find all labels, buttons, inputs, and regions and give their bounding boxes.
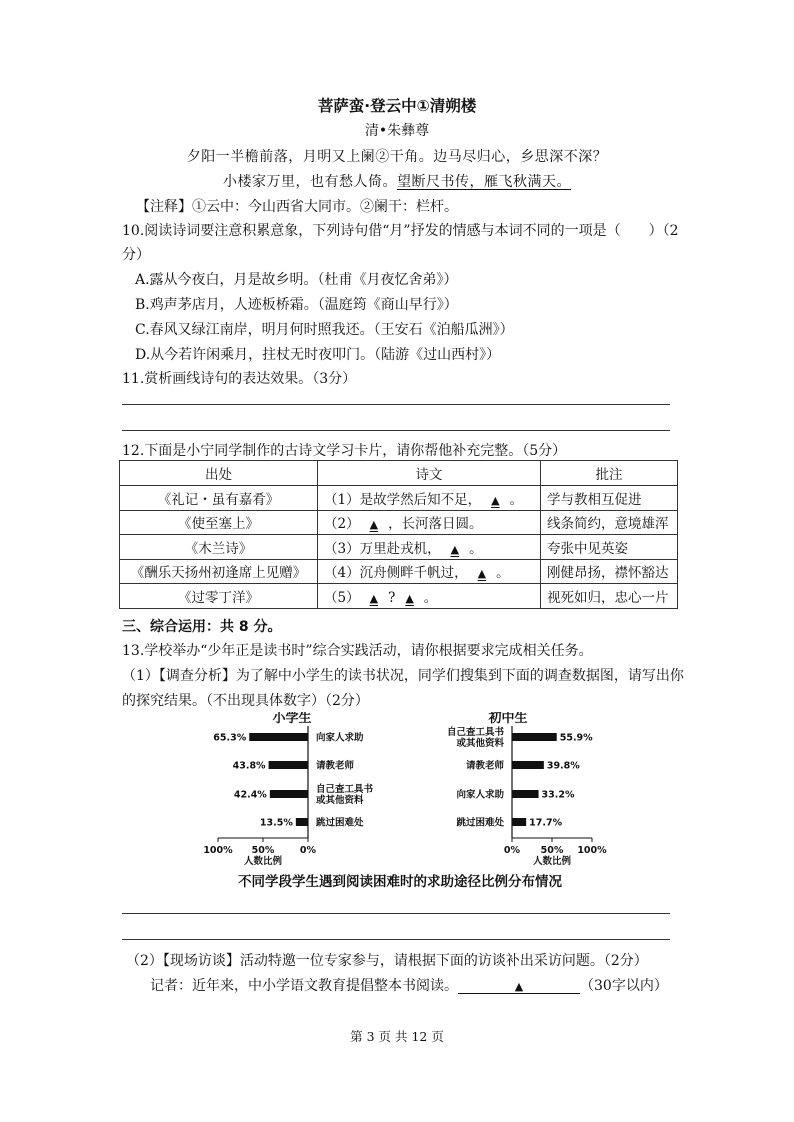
poem-author: 清•朱彝尊 xyxy=(364,123,430,139)
category-label: 或其他资料 xyxy=(316,795,364,806)
poem-note: 【注释】①云中：今山西省大同市。②阑干：栏杆。 xyxy=(136,199,458,215)
table-row xyxy=(120,486,678,511)
blank-marker[interactable]: ▲ xyxy=(405,591,414,605)
row-text-pre: （1）是故学然后知不足， xyxy=(324,491,482,508)
answer-line[interactable] xyxy=(122,939,670,940)
blank-marker[interactable]: ▲ xyxy=(491,493,500,507)
category-label: 向家人求助 xyxy=(316,732,364,744)
bar xyxy=(296,818,308,826)
table-row xyxy=(120,559,678,584)
data-label: 43.8% xyxy=(232,760,266,772)
row-source: 《礼记・虽有嘉肴》 xyxy=(120,486,318,511)
poem-line-1: 夕阳一半檐前落，月明又上阑②干角。边马尽归心，乡思深不深？ xyxy=(186,149,608,165)
row-note: 学与教相互促进 xyxy=(541,486,678,511)
row-text-pre: （4）沉舟侧畔千帆过， xyxy=(324,565,468,582)
q13-stem: 13.学校举办“少年正是读书时”综合实践活动，请你根据要求完成相关任务。 xyxy=(122,643,593,659)
row-text-post: 。 xyxy=(496,565,510,582)
category-label: 请教老师 xyxy=(465,760,504,772)
section-heading: 三、综合运用：共 8 分。 xyxy=(122,619,282,635)
answer-line[interactable] xyxy=(122,430,670,431)
row-text-post: 。 xyxy=(509,491,524,508)
q10-stem: 10.阅读诗词要注意积累意象，下列诗句借“月”抒发的情感与本词不同的一项是（ ）（2 xyxy=(122,223,679,239)
category-label: 跳过困难处 xyxy=(456,817,504,829)
q12-stem: 12.下面是小宁同学制作的古诗文学习卡片，请你帮他补充完整。（5分） xyxy=(122,443,567,459)
data-label: 33.2% xyxy=(541,789,575,801)
q11-stem: 11.赏析画线诗句的表达效果。（3分） xyxy=(122,371,357,387)
row-text-pre: （3）万里赴戎机， xyxy=(324,540,441,557)
interview-line xyxy=(150,975,668,995)
blank-marker[interactable]: ▲ xyxy=(369,518,379,532)
category-label: 或其他资料 xyxy=(456,738,504,749)
row-note: 刚健昂扬，襟怀豁达 xyxy=(541,559,678,584)
row-source: 《过零丁洋》 xyxy=(120,584,318,609)
data-label: 13.5% xyxy=(259,817,293,829)
category-label: 自己查工具书 xyxy=(446,727,504,738)
row-text-post: 。 xyxy=(423,589,438,606)
table-row xyxy=(120,510,678,535)
blank-marker[interactable]: ▲ xyxy=(450,542,460,556)
x-axis-label: 人数比例 xyxy=(532,856,572,867)
header-note: 批注 xyxy=(541,461,678,486)
row-text xyxy=(318,486,541,511)
q10-option-c: C.春风又绿江南岸，明月何时照我还。（王安石《泊船瓜洲》） xyxy=(135,322,514,338)
data-label: 42.4% xyxy=(233,789,267,801)
x-tick-label: 0% xyxy=(299,845,317,856)
q10-option-b: B.鸡声茅店月，人迹板桥霜。（温庭筠《商山早行》） xyxy=(135,297,458,313)
page-footer: 第 3 页 共 12 页 xyxy=(350,1029,444,1044)
row-source: 《木兰诗》 xyxy=(120,535,318,560)
chart-title: 初中生 xyxy=(488,712,528,726)
q13-part1: （1）【调查分析】为了解中小学生的读书状况，同学们搜集到下面的调查数据图，请写出你 xyxy=(122,668,684,684)
chart-junior xyxy=(447,712,607,867)
help-path-charts xyxy=(190,712,610,890)
x-tick-label: 50% xyxy=(251,845,275,856)
row-text xyxy=(318,584,541,609)
q13-part1-cont: 的探究结果。（不出现具体数字）（2分） xyxy=(122,693,369,709)
blank-marker[interactable]: ▲ xyxy=(477,567,487,581)
category-label: 自己查工具书 xyxy=(316,784,374,795)
category-label: 请教老师 xyxy=(316,760,355,772)
row-text-mid: ? xyxy=(388,589,396,606)
blank-marker[interactable]: ▲ xyxy=(369,591,379,605)
answer-line[interactable] xyxy=(122,913,670,914)
table-header-row xyxy=(120,461,678,486)
row-note: 视死如归，忠心一片 xyxy=(541,584,678,609)
study-card-table xyxy=(119,460,678,609)
chart-title: 小学生 xyxy=(272,712,312,726)
q10-option-a: A.露从今夜白，月是故乡明。（杜甫《月夜忆舍弟》） xyxy=(135,272,458,288)
q10-stem-cont: 分） xyxy=(122,247,150,263)
x-axis-label: 人数比例 xyxy=(243,856,283,867)
poem-title: 菩萨蛮·登云中①清朔楼 xyxy=(317,97,477,115)
interview-limit: （30字以内） xyxy=(580,978,668,994)
row-text xyxy=(318,559,541,584)
bar xyxy=(512,733,557,741)
table-row xyxy=(120,535,678,560)
bar xyxy=(270,790,308,798)
q10-option-d: D.从今若许闲乘月，拄杖无时夜叩门。（陆游《过山西村》） xyxy=(135,347,501,363)
row-source: 《使至塞上》 xyxy=(120,510,318,535)
chart-caption: 不同学段学生遇到阅读困难时的求助途径比例分布情况 xyxy=(238,874,562,890)
poem-line-2 xyxy=(0,171,794,191)
data-label: 55.9% xyxy=(559,732,593,744)
interview-text: 记者：近年来，中小学语文教育提倡整本书阅读。 xyxy=(150,978,458,994)
row-text-post: ，长河落日圆。 xyxy=(388,516,483,533)
x-tick-label: 100% xyxy=(203,845,233,856)
answer-line[interactable] xyxy=(122,404,670,405)
bar xyxy=(512,790,539,798)
row-text xyxy=(318,510,541,535)
row-text-post: 。 xyxy=(469,540,483,557)
data-label: 39.8% xyxy=(546,760,580,772)
row-text-pre: （2） xyxy=(324,516,360,533)
chart-primary xyxy=(203,712,373,867)
table-row xyxy=(120,584,678,609)
q13-part2: （2）【现场访谈】活动特邀一位专家参与，请根据下面的访谈补出采访问题。（2分） xyxy=(126,953,648,969)
category-label: 向家人求助 xyxy=(456,789,504,801)
row-text-pre: （5） xyxy=(324,589,360,606)
bar xyxy=(512,761,544,769)
header-text: 诗文 xyxy=(318,461,541,486)
row-note: 线条简约，意境雄浑 xyxy=(541,510,678,535)
x-tick-label: 0% xyxy=(503,845,521,856)
x-tick-label: 100% xyxy=(577,845,607,856)
header-source: 出处 xyxy=(120,461,318,486)
bar xyxy=(269,761,308,769)
data-label: 17.7% xyxy=(529,817,563,829)
row-text xyxy=(318,535,541,560)
data-label: 65.3% xyxy=(213,732,247,744)
x-tick-label: 50% xyxy=(540,845,564,856)
bar xyxy=(512,818,526,826)
interview-blank[interactable]: ▲ xyxy=(458,980,580,994)
bar xyxy=(249,733,308,741)
row-note: 夸张中见英姿 xyxy=(541,535,678,560)
category-label: 跳过困难处 xyxy=(316,817,364,829)
row-source: 《酬乐天扬州初逢席上见赠》 xyxy=(120,559,318,584)
poem-line-2-underlined: 望断尺书传，雁飞秋满天。 xyxy=(397,174,571,190)
poem-line-2-plain: 小楼家万里，也有愁人倚。 xyxy=(223,174,397,190)
